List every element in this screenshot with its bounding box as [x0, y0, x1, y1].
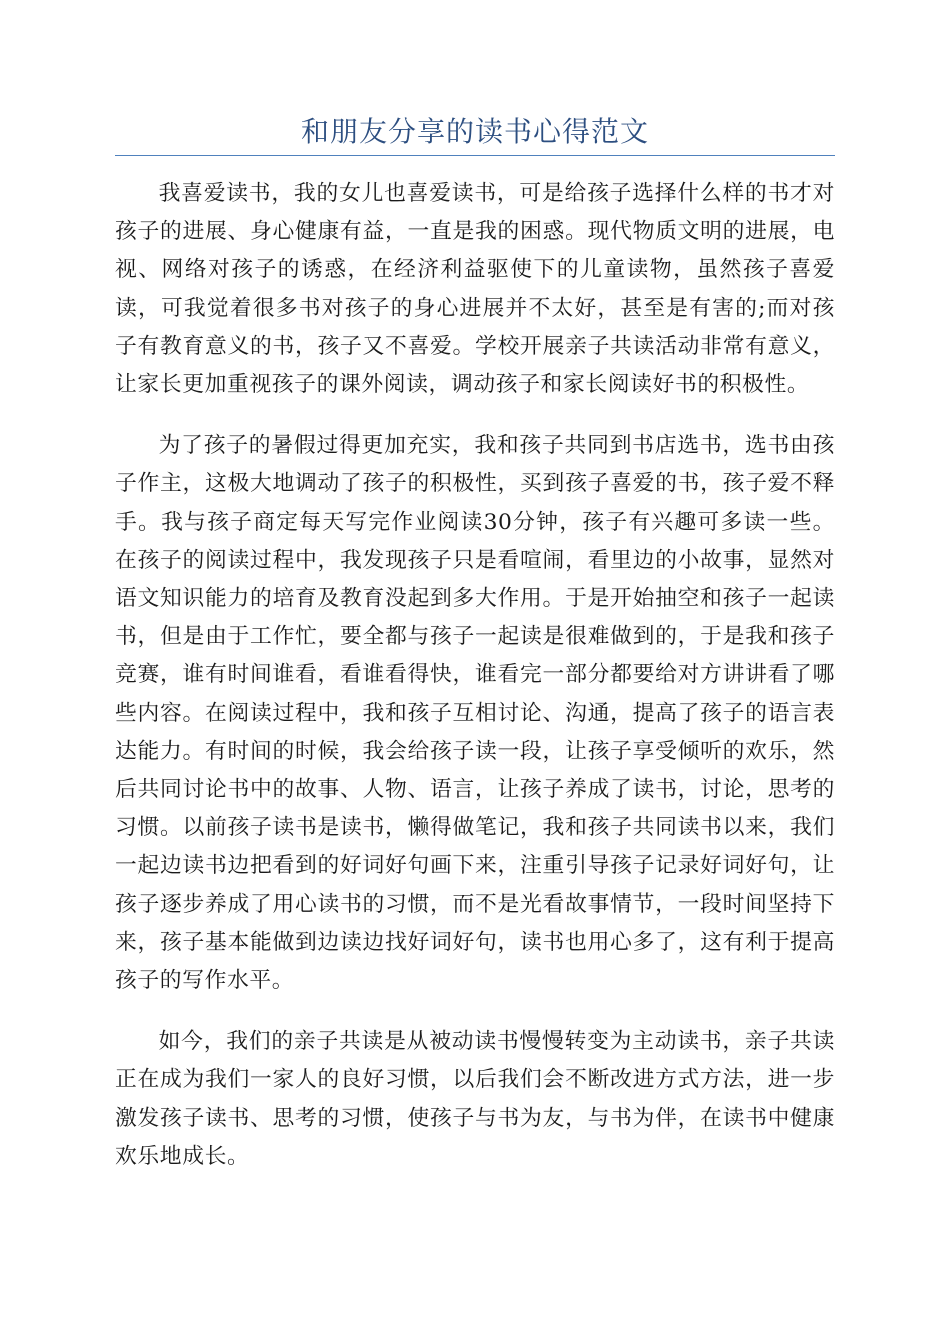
document-title: 和朋友分享的读书心得范文	[300, 115, 649, 148]
paragraph-2: 为了孩子的暑假过得更加充实，我和孩子共同到书店选书，选书由孩子作主，这极大地调动了孩子的积极性，买到孩子喜爱的书，孩子爱不释手。我与孩子商定每天写完作业阅读30分钟，孩子有兴趣可多读一些。在孩子的阅读过程中，我发现孩子只是看喧闹，看里边的小故事，显然对语文知识能力的培育及教育没起到多大作用。于是开始抽空和孩子一起读书，但是由于工作忙，要全都与孩子一起读是很难做到的，于是我和孩子竞赛，谁有时间谁看，看谁看得快，谁看完一部分都要给对方讲讲看了哪些内容。在阅读过程中，我和孩子互相讨论、沟通，提高了孩子的语言表达能力。有时间的时候，我会给孩子读一段，让孩子享受倾听的欢乐，然后共同讨论书中的故事、人物、语言，让孩子养成了读书，讨论，思考的习惯。以前孩子读书是读书，懒得做笔记，我和孩子共同读书以来，我们一起边读书边把看到的好词好句画下来，注重引导孩子记录好词好句，让孩子逐步养成了用心读书的习惯，而不是光看故事情节，一段时间坚持下来，孩子基本能做到边读边找好词好句，读书也用心多了，这有利于提高孩子的写作水平。	[115, 433, 835, 994]
paragraph-3: 如今，我们的亲子共读是从被动读书慢慢转变为主动读书，亲子共读正在成为我们一家人的良好习惯，以后我们会不断改进方式方法，进一步激发孩子读书、思考的习惯，使孩子与书为友，与书为伴，在读书中健康欢乐地成长。	[115, 1029, 835, 1169]
document-body	[115, 175, 835, 1199]
title-underline	[115, 155, 835, 156]
paragraph-1: 我喜爱读书，我的女儿也喜爱读书，可是给孩子选择什么样的书才对孩子的进展、身心健康有益，一直是我的困惑。现代物质文明的进展，电视、网络对孩子的诱惑，在经济利益驱使下的儿童读物，虽然孩子喜爱读，可我觉着很多书对孩子的身心进展并不太好，甚至是有害的;而对孩子有教育意义的书，孩子又不喜爱。学校开展亲子共读活动非常有意义，让家长更加重视孩子的课外阅读，调动孩子和家长阅读好书的积极性。	[115, 181, 835, 398]
